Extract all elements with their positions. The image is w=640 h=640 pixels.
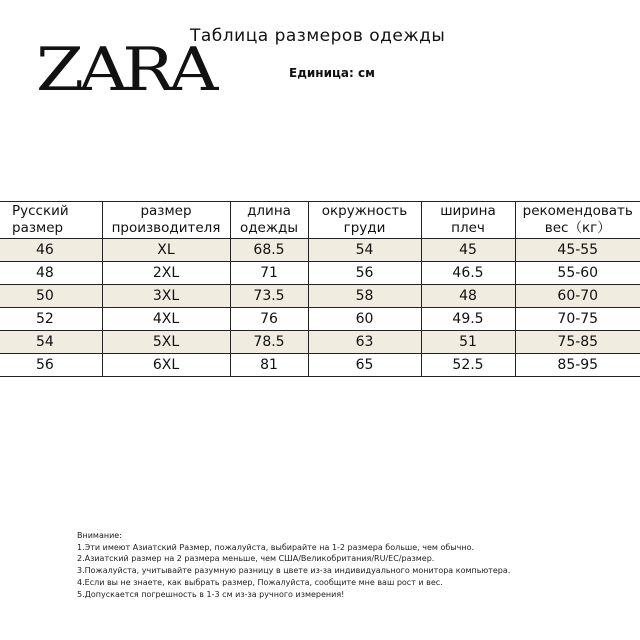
table-row: 50 3XL 73.5 58 48 60-70 xyxy=(0,285,640,308)
header-weight: рекомендовать вес（кг） xyxy=(515,202,640,239)
table-row: 56 6XL 81 65 52.5 85-95 xyxy=(0,354,640,377)
table-header-row xyxy=(0,202,640,239)
notes-heading: Внимание: xyxy=(77,531,122,540)
unit-label: Единица: см xyxy=(289,66,375,80)
note-item: 4.Если вы не знаете, как выбрать размер, Пожалуйста, сообщите мне ваш рост и вес. xyxy=(77,577,443,587)
table-row: 46 XL 68.5 54 45 45-55 xyxy=(0,239,640,262)
header-length: длина одежды xyxy=(230,202,308,239)
size-chart-table xyxy=(0,201,640,377)
header-manufacturer-size: размер производителя xyxy=(102,202,230,239)
table-row: 54 5XL 78.5 63 51 75-85 xyxy=(0,331,640,354)
note-item: 1.Эти имеют Азиатский Размер, пожалуйста, выбирайте на 1-2 размера больше, чем обычно. xyxy=(77,542,475,552)
header-russian-size: Русский размер xyxy=(0,202,102,239)
note-item: 3.Пожалуйста, учитывайте разумную разницу в цвете из-за индивидуального монитора компьютера. xyxy=(77,566,511,576)
note-item: 2.Азиатский размер на 2 размера меньше, чем США/Великобритания/RU/EC/размер. xyxy=(77,554,435,564)
header-shoulder: ширина плеч xyxy=(421,202,515,239)
page-title: Таблица размеров одежды xyxy=(190,26,446,46)
header-chest: окружность груди xyxy=(308,202,421,239)
note-item: 5.Допускается погрешность в 1-3 см из-за ручного измерения! xyxy=(77,589,345,599)
notes-section xyxy=(77,530,510,600)
table-row: 48 2XL 71 56 46.5 55-60 xyxy=(0,262,640,285)
brand-logo: ZARA xyxy=(36,35,213,105)
table-row: 52 4XL 76 60 49.5 70-75 xyxy=(0,308,640,331)
